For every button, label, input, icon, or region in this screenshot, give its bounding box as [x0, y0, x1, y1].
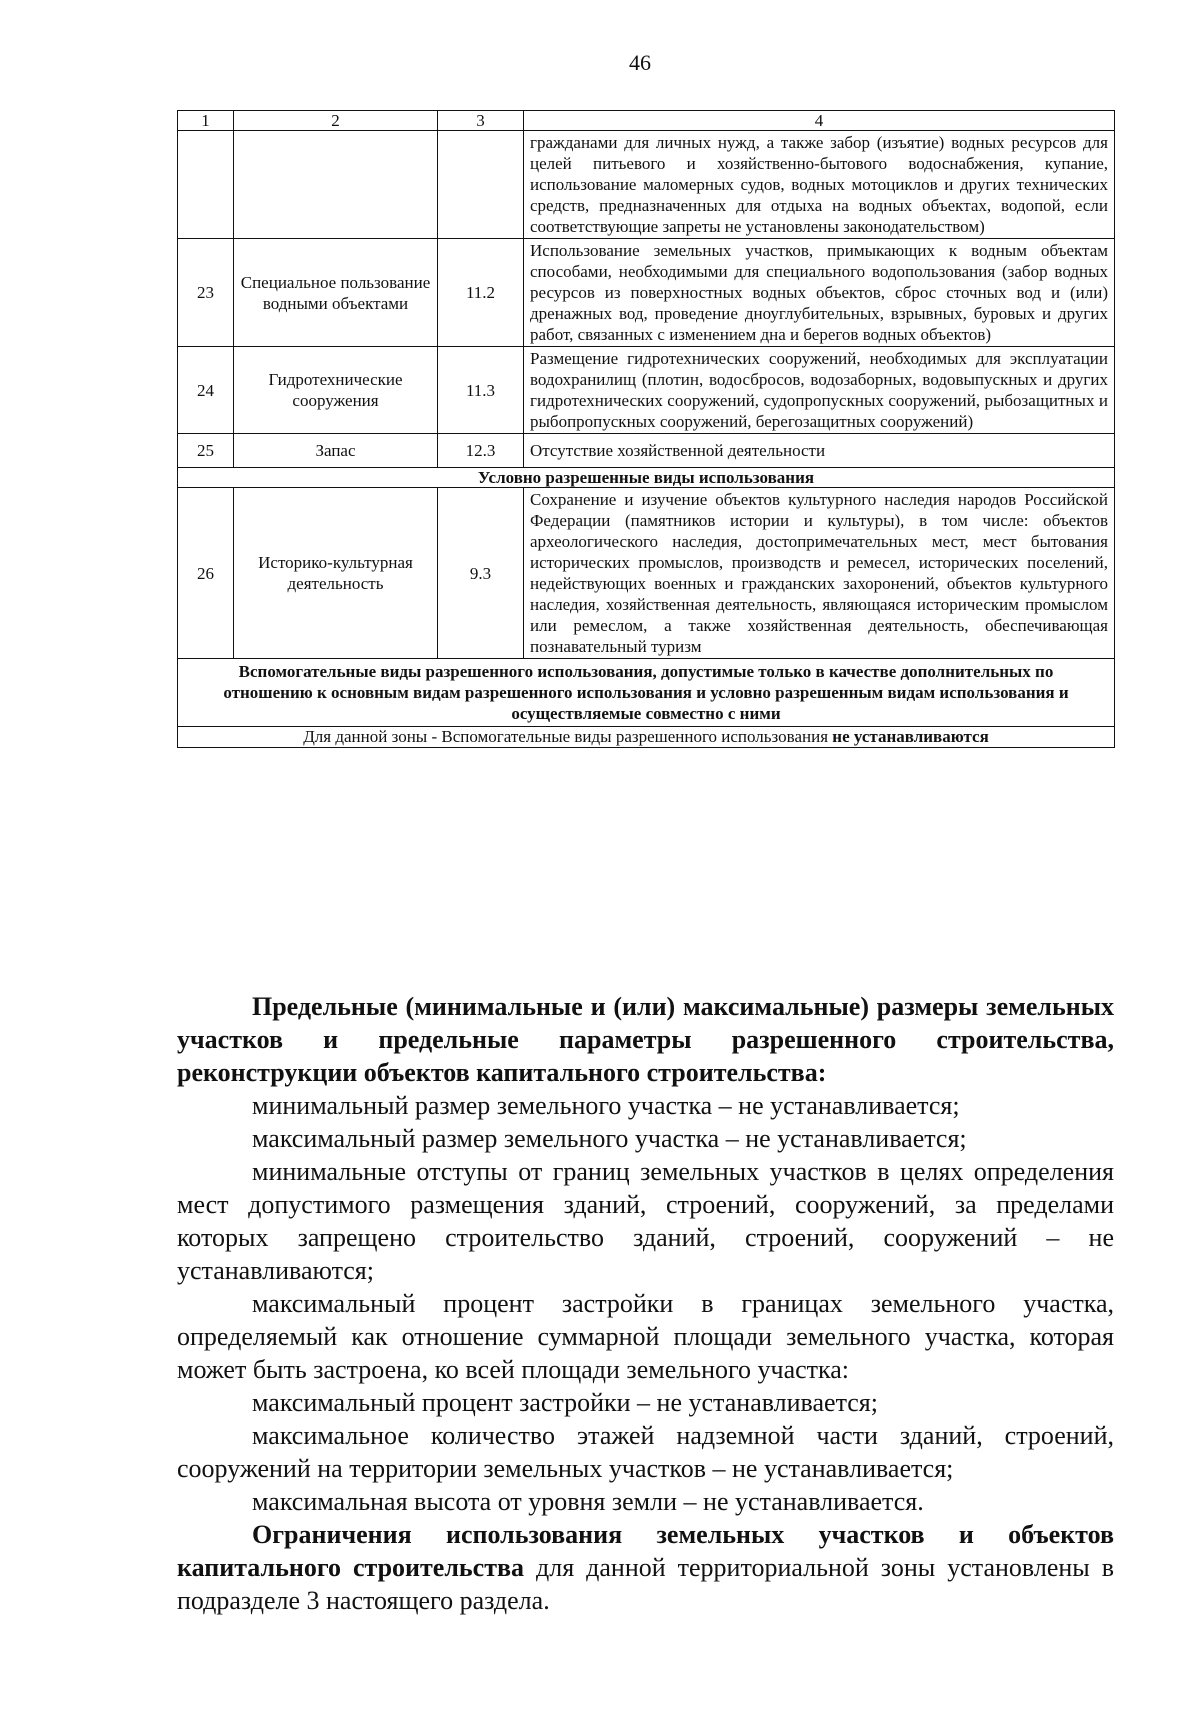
parameter-item: максимальный процент застройки в границах земельного участка, определяемый как отношение суммарной площади земельного участка, которая может быть застроена, ко всей площади земельного участка:	[177, 1289, 1114, 1384]
row-description: Размещение гидротехнических сооружений, необходимых для эксплуатации водохранилищ (плотин, водосбросов, водозаборных, водовыпускных и других гидротехнических сооружений, судопропускных сооружений, рыбозащитных и рыбопропускных сооружений, берегозащитных сооружений)	[524, 347, 1115, 434]
parameter-item: минимальный размер земельного участка – не устанавливается;	[252, 1091, 960, 1120]
table-header-row	[178, 111, 1115, 131]
parameters-section	[177, 990, 1114, 1617]
header-col-4: 4	[524, 111, 1115, 131]
auxiliary-note-row	[178, 727, 1115, 748]
row-code	[438, 131, 524, 239]
restrictions-paragraph	[177, 1518, 1114, 1617]
row-description: Использование земельных участков, примыкающих к водным объектам способами, необходимыми для специального водопользования (забор водных ресурсов из поверхностных водных объектов, сброс сточных вод и (или) дренажных вод, проведение дноуглубительных, взрывных, буровых и других работ, связанных с изменением дна и берегов водных объектов)	[524, 239, 1115, 347]
parameter-item: минимальные отступы от границ земельных участков в целях определения мест допустимого размещения зданий, строений, сооружений, за пределами которых запрещено строительство зданий, строений, сооружений – не устанавливаются;	[177, 1157, 1114, 1285]
row-name: Специальное пользование водными объектами	[234, 239, 438, 347]
row-name: Гидротехнические сооружения	[234, 347, 438, 434]
parameters-heading: Предельные (минимальные и (или) максимальные) размеры земельных участков и предельные параметры разрешенного строительства, реконструкции объектов капитального строительства:	[177, 992, 1114, 1087]
header-col-1: 1	[178, 111, 234, 131]
row-code: 11.3	[438, 347, 524, 434]
row-code: 12.3	[438, 434, 524, 468]
row-name: Историко-культурная деятельность	[234, 488, 438, 659]
row-description: Отсутствие хозяйственной деятельности	[524, 434, 1115, 468]
row-name: Запас	[234, 434, 438, 468]
row-number: 26	[178, 488, 234, 659]
row-code: 11.2	[438, 239, 524, 347]
header-col-2: 2	[234, 111, 438, 131]
section-row-auxiliary	[178, 659, 1115, 727]
table-row	[178, 347, 1115, 434]
table-row	[178, 488, 1115, 659]
header-col-3: 3	[438, 111, 524, 131]
table-row	[178, 434, 1115, 468]
auxiliary-note-bold: не устанавливаются	[832, 727, 989, 746]
row-code: 9.3	[438, 488, 524, 659]
page-number: 46	[629, 50, 651, 75]
section-title-auxiliary: Вспомогательные виды разрешенного использования, допустимые только в качестве дополнительных по отношению к основным видам разрешенного использования и условно разрешенным видам использования и осуществляемые совместно с ними	[178, 659, 1115, 727]
row-number: 23	[178, 239, 234, 347]
row-number: 25	[178, 434, 234, 468]
section-title-conditional: Условно разрешенные виды использования	[178, 468, 1115, 488]
land-use-table	[177, 110, 1115, 748]
auxiliary-note-prefix: Для данной зоны - Вспомогательные виды разрешенного использования	[303, 727, 833, 746]
row-number	[178, 131, 234, 239]
row-number: 24	[178, 347, 234, 434]
row-description: гражданами для личных нужд, а также забор (изъятие) водных ресурсов для целей питьевого и хозяйственно-бытового водоснабжения, купание, использование маломерных судов, водных мотоциклов и других технических средств, предназначенных для отдыха на водных объектах, водопой, если соответствующие запреты не установлены законодательством)	[524, 131, 1115, 239]
parameter-item: максимальная высота от уровня земли – не устанавливается.	[252, 1487, 924, 1516]
row-name	[234, 131, 438, 239]
table-row	[178, 239, 1115, 347]
section-row-conditional	[178, 468, 1115, 488]
parameter-item: максимальное количество этажей надземной части зданий, строений, сооружений на территории земельных участков – не устанавливается;	[177, 1421, 1114, 1483]
auxiliary-note	[178, 727, 1115, 748]
restrictions-bold: Ограничения использования земельных участков и объектов капитального строительства	[177, 1520, 1114, 1582]
table-row-continuation	[178, 131, 1115, 239]
row-description: Сохранение и изучение объектов культурного наследия народов Российской Федерации (памятников истории и культуры), в том числе: объектов археологического наследия, достопримечательных мест, мест бытования исторических промыслов, производств и ремесел, исторических поселений, недействующих военных и гражданских захоронений, объектов культурного наследия, хозяйственная деятельность, являющаяся историческим промыслом или ремеслом, а также хозяйственная деятельность, обеспечивающая познавательный туризм	[524, 488, 1115, 659]
restrictions-rest: для данной территориальной зоны установлены в подразделе 3 настоящего раздела.	[177, 1553, 1114, 1615]
parameter-item: максимальный процент застройки – не устанавливается;	[252, 1388, 878, 1417]
parameter-item: максимальный размер земельного участка – не устанавливается;	[252, 1124, 967, 1153]
